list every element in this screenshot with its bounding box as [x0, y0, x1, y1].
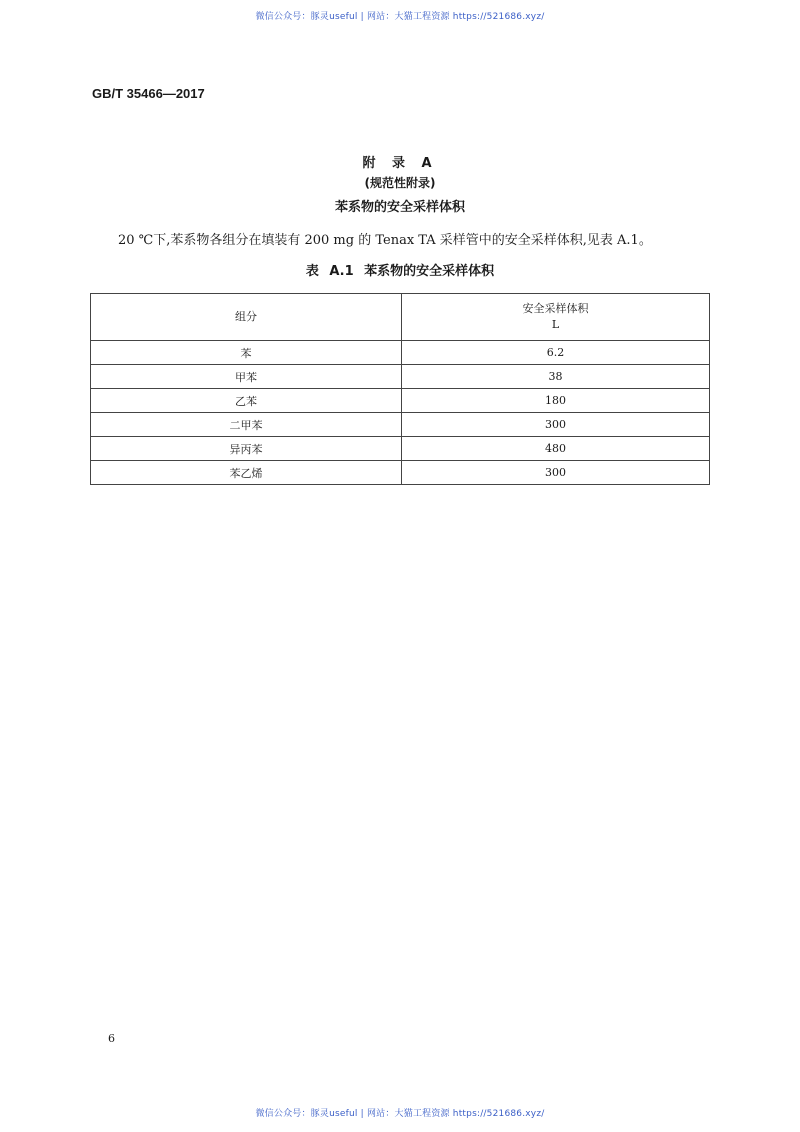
annex-heading: 苯系物的安全采样体积 — [334, 200, 465, 215]
standard-code: GB/T 35466—2017 — [92, 86, 205, 101]
header-volume: 安全采样体积 — [522, 302, 589, 315]
component-cell: 苯 — [91, 341, 402, 365]
volume-cell: 300 — [402, 461, 710, 485]
intro-paragraph: 20 ℃下,苯系物各组分在填装有 200 mg 的 Tenax TA 采样管中的安全采样体积,见表 A.1。 — [118, 233, 652, 248]
volume-cell: 300 — [402, 413, 710, 437]
header-unit: L — [551, 318, 560, 331]
safe-sampling-volume-table — [90, 293, 710, 485]
volume-cell: 480 — [402, 437, 710, 461]
volume-cell: 38 — [402, 365, 710, 389]
header-volume-cell — [402, 294, 710, 341]
table-caption: 表 A.1 苯系物的安全采样体积 — [305, 264, 495, 279]
component-cell: 甲苯 — [91, 365, 402, 389]
component-cell: 异丙苯 — [91, 437, 402, 461]
watermark-top: 微信公众号：豚灵useful | 网站：大猫工程资源 https://521686.xyz/ — [255, 12, 545, 22]
table-header-row — [91, 294, 710, 341]
volume-cell: 180 — [402, 389, 710, 413]
table-row — [91, 461, 710, 485]
table-row — [91, 341, 710, 365]
component-cell: 二甲苯 — [91, 413, 402, 437]
component-cell: 乙苯 — [91, 389, 402, 413]
table-row — [91, 413, 710, 437]
annex-title: 附 录 A — [362, 156, 438, 171]
table-row — [91, 437, 710, 461]
component-cell: 苯乙烯 — [91, 461, 402, 485]
table-row — [91, 365, 710, 389]
volume-cell: 6.2 — [402, 341, 710, 365]
page-number: 6 — [108, 1032, 115, 1045]
table-row — [91, 389, 710, 413]
watermark-bottom: 微信公众号：豚灵useful | 网站：大猫工程资源 https://521686.xyz/ — [255, 1109, 545, 1119]
header-component: 组分 — [91, 294, 402, 341]
annex-type: (规范性附录) — [364, 176, 436, 190]
